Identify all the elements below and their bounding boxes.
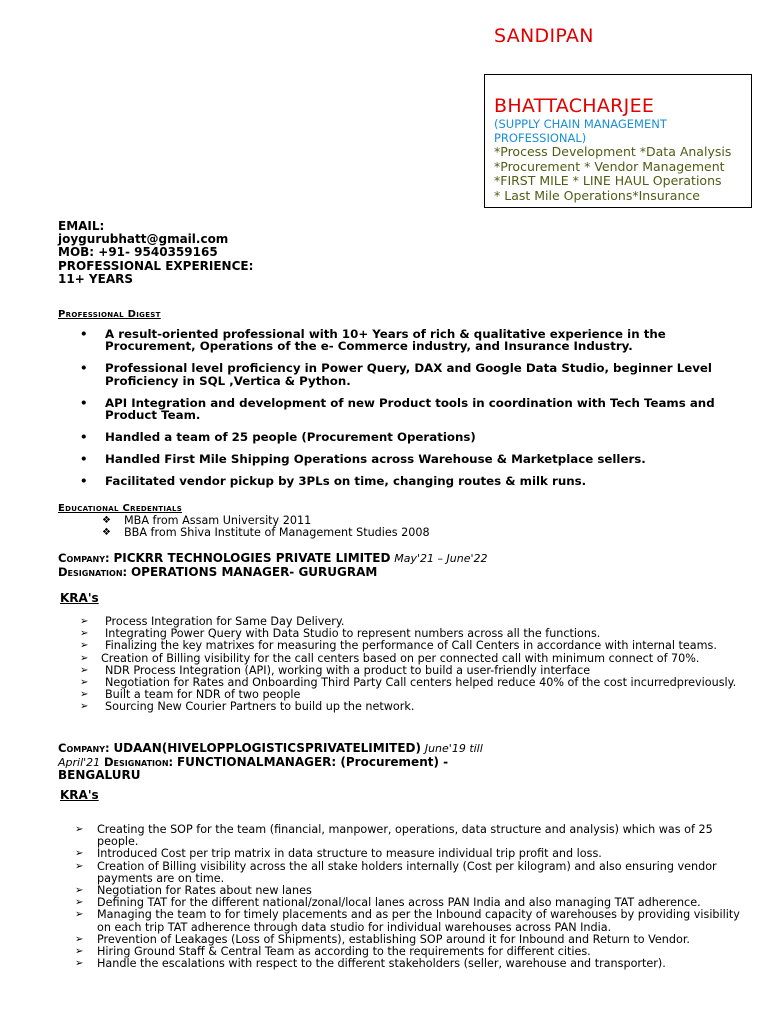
- designation-label: Designation:: [104, 754, 174, 769]
- arrow-bullet-icon: ➢: [80, 640, 89, 652]
- kra-heading: KRA's: [60, 591, 99, 605]
- list-item: • Handled a team of 25 people (Procurement Operations): [80, 429, 476, 444]
- list-item: ➢ Built a team for NDR of two people: [80, 688, 301, 702]
- list-item: • Handled First Mile Shipping Operations across Warehouse & Marketplace sellers.: [80, 451, 646, 466]
- list-item: ➢ Negotiation for Rates and Onboarding Third Party Call centers helped reduce 40% of the cost incurredpreviously.: [80, 676, 737, 690]
- list-item: • Professional level proficiency in Power Query, DAX and Google Data Studio, beginner Level Proficiency in SQL ,Vertica & Python.: [80, 361, 712, 388]
- job1-kra-list: [80, 616, 736, 714]
- bullet-icon: •: [80, 451, 88, 466]
- experience-label: PROFESSIONAL EXPERIENCE:: [58, 258, 254, 273]
- arrow-bullet-icon: ➢: [75, 848, 84, 860]
- arrow-bullet-icon: ➢: [75, 933, 84, 945]
- list-item: ➢ Managing the team to for timely placements and as per the Inbound capacity of warehouses by providing visibility on each trip TAT adherence through data studio for individual warehouses across PAN India.: [75, 908, 740, 934]
- list-item: ❖ MBA from Assam University 2011: [102, 514, 312, 527]
- list-item: ➢ Process Integration for Same Day Delivery.: [80, 615, 345, 628]
- job1-header: [58, 552, 488, 578]
- company-name: PICKRR TECHNOLOGIES PRIVATE LIMITED: [113, 551, 391, 565]
- bullet-icon: •: [80, 361, 88, 376]
- first-name: SANDIPAN: [494, 25, 594, 47]
- bullet-icon: •: [80, 429, 88, 444]
- arrow-bullet-icon: ➢: [75, 909, 84, 921]
- list-item: ➢ Integrating Power Query with Data Studio to represent numbers across all the functions.: [80, 627, 601, 641]
- list-item: ➢ Hiring Ground Staff & Central Team as according to the requirements for different cities.: [75, 945, 591, 959]
- designation: FUNCTIONALMANAGER: (Procurement) -: [176, 754, 449, 769]
- education-list: [102, 515, 430, 540]
- skill-line: *Procurement * Vendor Management: [494, 158, 725, 174]
- job-location: BENGALURU: [58, 768, 141, 783]
- arrow-bullet-icon: ➢: [75, 860, 84, 872]
- skill-line: * Last Mile Operations*Insurance: [494, 187, 700, 203]
- job-dates-start: June'19 till: [424, 742, 483, 755]
- job2-kra-list: [75, 824, 755, 970]
- job-dates: May'21 – June'22: [394, 552, 488, 565]
- arrow-bullet-icon: ➢: [75, 946, 84, 958]
- list-item: ❖ BBA from Shiva Institute of Management Studies 2008: [102, 526, 430, 540]
- education-heading: Educational Credentials: [58, 503, 183, 514]
- list-item: ➢ Creation of Billing visibility for the call centers based on per connected call with minimum connect of 70%.: [80, 651, 700, 665]
- arrow-bullet-icon: ➢: [75, 885, 84, 897]
- list-item: ➢ Creating the SOP for the team (financial, manpower, operations, data structure and analysis) which was of 25 people.: [75, 823, 713, 849]
- list-item: • API Integration and development of new Product tools in coordination with Tech Teams and Product Team.: [80, 395, 715, 423]
- list-item: ➢ Creation of Billing visibility across the all stake holders internally (Cost per kilogram) and also ensuring vendor payments are on time.: [75, 859, 717, 885]
- company-name: UDAAN(HIVELOPPLOGISTICSPRIVATELIMITED): [113, 741, 422, 755]
- arrow-bullet-icon: ➢: [80, 616, 89, 627]
- bullet-icon: •: [80, 473, 88, 488]
- bullet-icon: •: [80, 395, 88, 410]
- kra-heading: KRA's: [60, 788, 99, 802]
- digest-heading: Professional Digest: [58, 309, 161, 320]
- list-item: ➢ Introduced Cost per trip matrix in data structure to measure individual trip profit and loss.: [75, 847, 602, 861]
- last-name: BHATTACHARJEE: [494, 95, 655, 117]
- arrow-bullet-icon: ➢: [80, 701, 89, 713]
- arrow-bullet-icon: ➢: [75, 958, 84, 970]
- list-item: ➢ Finalizing the key matrixes for measuring the performance of Call Centers in accordance with internal teams.: [80, 639, 717, 653]
- arrow-bullet-icon: ➢: [80, 689, 89, 701]
- arrow-bullet-icon: ➢: [75, 897, 84, 909]
- arrow-bullet-icon: ➢: [80, 652, 89, 664]
- company-label: Company:: [58, 551, 110, 565]
- role-title: (SUPPLY CHAIN MANAGEMENT PROFESSIONAL): [494, 117, 667, 145]
- digest-list: [80, 328, 760, 497]
- skill-line: *Process Development *Data Analysis: [494, 144, 732, 159]
- job2-header: [58, 742, 483, 782]
- arrow-bullet-icon: ➢: [80, 628, 89, 640]
- experience-value: 11+ YEARS: [58, 271, 133, 286]
- arrow-bullet-icon: ➢: [80, 664, 89, 676]
- skill-line: *FIRST MILE * LINE HAUL Operations: [494, 173, 722, 189]
- email-value: joygurubhatt@gmail.com: [58, 232, 229, 247]
- list-item: ➢ Prevention of Leakages (Loss of Shipments), establishing SOP around it for Inbound and Return to Vendor.: [75, 932, 690, 946]
- list-item: • A result-oriented professional with 10+ Years of rich & qualitative experience in the Procurement, Operations of the e- Commerce industry, and Insurance Industry.: [80, 327, 666, 354]
- email-label: EMAIL:: [58, 219, 105, 233]
- name-box: [484, 74, 752, 208]
- bullet-icon: •: [80, 327, 88, 341]
- list-item: ➢ Negotiation for Rates about new lanes: [75, 884, 312, 898]
- list-item: ➢ Sourcing New Courier Partners to build up the network.: [80, 700, 415, 714]
- designation-label: Designation:: [58, 564, 128, 579]
- job-dates-end: April'21: [58, 755, 101, 769]
- list-item: ➢ NDR Process Integration (API), working with a product to build a user-friendly interface: [80, 663, 591, 677]
- diamond-bullet-icon: ❖: [102, 527, 111, 539]
- designation: OPERATIONS MANAGER- GURUGRAM: [130, 564, 378, 579]
- diamond-bullet-icon: ❖: [102, 515, 111, 526]
- list-item: • Facilitated vendor pickup by 3PLs on time, changing routes & milk runs.: [80, 473, 587, 488]
- list-item: ➢ Defining TAT for the different national/zonal/local lanes across PAN India and also managing TAT adherence.: [75, 896, 701, 910]
- contact-block: [58, 220, 253, 286]
- arrow-bullet-icon: ➢: [80, 677, 89, 689]
- arrow-bullet-icon: ➢: [75, 824, 84, 835]
- list-item: ➢ Handle the escalations with respect to the different stakeholders (seller, warehouse and transporter).: [75, 957, 666, 971]
- skills-list: [494, 145, 731, 203]
- mobile-value: MOB: +91- 9540359165: [58, 245, 218, 260]
- company-label: Company:: [58, 741, 110, 755]
